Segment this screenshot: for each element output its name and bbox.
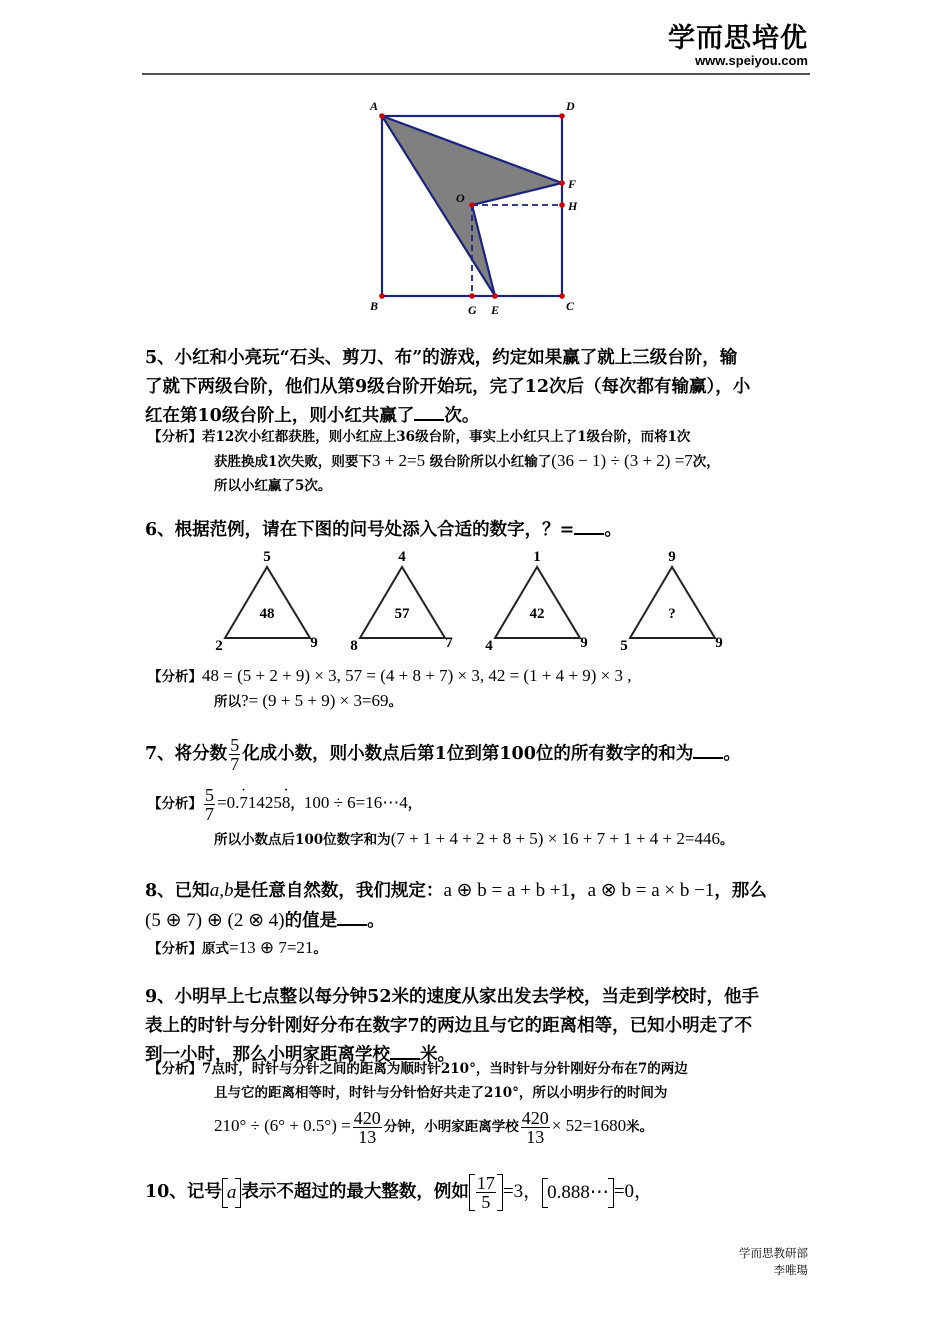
q7-analysis bbox=[148, 786, 808, 852]
q6-analysis-end: 。 bbox=[388, 694, 403, 710]
q5-analysis bbox=[148, 425, 808, 498]
q9-analysis-line-1: 7点时，时针与分针之间的距离为顺时针210°，当时针与分针刚好分布在7的两边 bbox=[202, 1061, 688, 1077]
q9-line-2: 表上的时针与分针刚好分布在数字7的两边且与它的距离相等，已知小明走了不 bbox=[145, 1016, 753, 1036]
fraction-denominator: 13 bbox=[358, 1127, 377, 1147]
triangle-top-number: 5 bbox=[263, 549, 271, 565]
q5-analysis-line-3: 所以小红赢了5次。 bbox=[214, 478, 332, 494]
answer-blank bbox=[574, 519, 604, 535]
q7-analysis-math: (7 + 1 + 4 + 2 + 8 + 5) × 16 + 7 + 1 + 4 + 2=446 bbox=[390, 829, 720, 848]
fraction-denominator: 7 bbox=[205, 804, 214, 824]
question-5 bbox=[145, 344, 810, 431]
label-a: A bbox=[370, 99, 379, 113]
point-g bbox=[469, 293, 475, 299]
triangle-center-number: 57 bbox=[394, 606, 410, 622]
floor-bracket bbox=[542, 1178, 614, 1208]
label-b: B bbox=[370, 299, 379, 313]
analysis-tag: 【分析】 bbox=[148, 669, 202, 685]
point-e bbox=[492, 293, 498, 299]
q9-analysis-math: 210° ÷ (6° + 0.5°) = bbox=[214, 1116, 351, 1135]
triangle-center-number: 42 bbox=[529, 606, 545, 622]
q5-analysis-math: 3 + 2=5 bbox=[371, 451, 426, 470]
floor-bracket bbox=[469, 1174, 503, 1211]
footer-author: 李唯瑒 bbox=[773, 1263, 808, 1277]
q7-analysis-math: 100 ÷ 6=16⋯4 bbox=[303, 793, 408, 812]
brand-header bbox=[668, 24, 808, 68]
q7-analysis-sep: ， bbox=[290, 796, 304, 812]
label-f: F bbox=[568, 177, 577, 191]
q7-text: 化成小数，则小数点后第1位到第100位的所有数字的和为 bbox=[242, 744, 694, 764]
triangle-right-number: 9 bbox=[715, 635, 723, 651]
q7-analysis-math: 1425 bbox=[247, 793, 282, 812]
analysis-tag: 【分析】 bbox=[148, 1061, 202, 1077]
fraction-denominator: 13 bbox=[526, 1127, 545, 1147]
fraction bbox=[229, 736, 240, 773]
q6-analysis-math: 48 = (5 + 2 + 9) × 3, 57 = (4 + 8 + 7) × 3, 42 = (1 + 4 + 9) × 3 , bbox=[202, 666, 632, 685]
label-h: H bbox=[568, 199, 578, 213]
triangle-left-number: 5 bbox=[620, 638, 628, 654]
triangle-right-number: 9 bbox=[580, 635, 588, 651]
fraction-numerator: 17 bbox=[476, 1173, 495, 1193]
q8-math: a ⊕ b = a + b +1 bbox=[443, 880, 571, 901]
q7-end: 。 bbox=[723, 744, 741, 764]
triangle-left-number: 2 bbox=[215, 638, 223, 654]
q8-math: a,b bbox=[209, 880, 234, 901]
analysis-tag: 【分析】 bbox=[148, 796, 202, 812]
point-d bbox=[559, 113, 565, 119]
q7-text: 7、将分数 bbox=[145, 744, 228, 764]
point-o bbox=[469, 202, 475, 208]
triangle-center-number: 48 bbox=[259, 606, 275, 622]
floor-bracket bbox=[222, 1178, 242, 1208]
q6-analysis-math: ?= (9 + 5 + 9) × 3=69 bbox=[241, 691, 389, 710]
fraction-denominator: 5 bbox=[481, 1192, 491, 1212]
q9-analysis-line-2: 且与它的距离相等时，时针与分针恰好共走了210°，所以小明步行的时间为 bbox=[214, 1085, 668, 1101]
q9-analysis-end: 米。 bbox=[626, 1119, 654, 1135]
triangle-left-number: 8 bbox=[350, 638, 358, 654]
point-h bbox=[559, 202, 565, 208]
q7-analysis-end: ， bbox=[407, 796, 422, 812]
q5-line-3-end: 次。 bbox=[444, 406, 480, 426]
analysis-tag: 【分析】 bbox=[148, 941, 202, 957]
label-d: D bbox=[566, 99, 575, 113]
q10-math: 0.888⋯ bbox=[547, 1181, 609, 1203]
q9-analysis bbox=[148, 1057, 808, 1146]
q8-text: 8、已知 bbox=[145, 881, 210, 901]
triangle bbox=[495, 567, 580, 638]
label-e: E bbox=[491, 303, 500, 317]
q5-analysis-text: 获胜换成1次失败，则要下 bbox=[214, 454, 372, 470]
q8-math: (5 ⊕ 7) ⊕ (2 ⊗ 4) bbox=[145, 910, 285, 931]
q8-text: 的值是 bbox=[284, 911, 338, 931]
q5-line-1: 5、小红和小亮玩“石头、剪刀、布”的游戏，约定如果赢了就上三级台阶，输 bbox=[145, 348, 738, 368]
fraction-numerator: 5 bbox=[230, 735, 240, 755]
q6-line-1-end: 。 bbox=[604, 520, 622, 540]
header-divider bbox=[142, 73, 810, 75]
q9-line-3: 到一小时，那么小明家距离学校 bbox=[145, 1045, 390, 1065]
q5-analysis-line-1: 若12次小红都获胜，则小红应上36级台阶，事实上小红只上了1级台阶，而将1次 bbox=[202, 429, 691, 445]
q8-analysis-text: 原式 bbox=[202, 941, 229, 957]
q10-math: =3， bbox=[502, 1181, 543, 1202]
triangle-top-number: 1 bbox=[533, 549, 541, 565]
point-c bbox=[559, 293, 565, 299]
repeating-digit-end: 8 · bbox=[282, 791, 291, 815]
question-10 bbox=[145, 1174, 810, 1211]
repeating-digit-start: 7 · bbox=[239, 791, 248, 815]
fraction-numerator: 420 bbox=[353, 1108, 381, 1128]
footer-dept: 学而思教研部 bbox=[739, 1246, 808, 1260]
label-g: G bbox=[468, 303, 477, 317]
point-b bbox=[379, 293, 385, 299]
q7-analysis-math: =0. bbox=[217, 793, 240, 812]
q10-text: 10、记号 bbox=[145, 1182, 222, 1202]
triangle-right-number: 7 bbox=[445, 635, 453, 651]
question-8 bbox=[145, 876, 810, 936]
triangle bbox=[630, 567, 715, 638]
q8-text: ，那么 bbox=[714, 881, 767, 901]
fraction-numerator: 5 bbox=[205, 785, 214, 805]
q10-math: a bbox=[226, 1181, 237, 1203]
q8-analysis-math: =13 ⊕ 7=21 bbox=[229, 938, 314, 957]
q8-text: 是任意自然数，我们规定： bbox=[233, 881, 444, 901]
q9-end: 米。 bbox=[420, 1045, 455, 1065]
q8-analysis-end: 。 bbox=[313, 941, 327, 957]
question-7 bbox=[145, 736, 810, 773]
q8-math: a ⊗ b = a × b −1 bbox=[587, 880, 715, 901]
q9-analysis-math: × 52=1680 bbox=[551, 1116, 627, 1135]
point-a bbox=[379, 113, 385, 119]
q8-text: ， bbox=[570, 881, 588, 901]
q5-line-2: 了就下两级台阶，他们从第9级台阶开始玩，完了12次后（每次都有输赢），小 bbox=[145, 377, 751, 397]
q7-analysis-end: 。 bbox=[719, 832, 734, 848]
triangle-center-number: ? bbox=[668, 606, 676, 622]
label-c: C bbox=[566, 299, 575, 313]
footer bbox=[739, 1245, 808, 1279]
triangle-top-number: 4 bbox=[398, 549, 406, 565]
point-f bbox=[559, 180, 565, 186]
q5-analysis-text: 级台阶所以小红输了 bbox=[429, 454, 552, 470]
triangle bbox=[225, 567, 310, 638]
answer-blank bbox=[693, 743, 723, 759]
q5-analysis-math: (36 − 1) ÷ (3 + 2) =7 bbox=[551, 451, 693, 470]
triangle-top-number: 9 bbox=[668, 549, 676, 565]
q5-line-3-text: 红在第10级台阶上，则小红共赢了 bbox=[145, 406, 415, 426]
triangle bbox=[360, 567, 445, 638]
analysis-tag: 【分析】 bbox=[148, 429, 202, 445]
triangle-right-number: 9 bbox=[310, 635, 318, 651]
brand-logo-text: 学而思培优 bbox=[668, 23, 808, 54]
q7-analysis-text: 所以小数点后100位数字和为 bbox=[214, 832, 391, 848]
fraction-denominator: 7 bbox=[230, 754, 240, 774]
q10-text: 表示不超过的最大整数，例如 bbox=[241, 1182, 469, 1202]
q8-analysis bbox=[148, 936, 808, 961]
fraction bbox=[204, 786, 215, 823]
label-o: O bbox=[456, 191, 465, 205]
answer-blank bbox=[337, 910, 367, 926]
q6-analysis-text: 所以 bbox=[214, 694, 241, 710]
fraction bbox=[476, 1174, 496, 1211]
triangle-left-number: 4 bbox=[485, 638, 493, 654]
q10-math: =0， bbox=[613, 1181, 654, 1202]
q6-analysis bbox=[148, 664, 808, 714]
geometry-figure-square bbox=[360, 95, 590, 320]
q8-end: 。 bbox=[367, 911, 385, 931]
question-6 bbox=[145, 516, 810, 545]
q6-line-1: 6、根据范例，请在下图的问号处添入合适的数字，？= bbox=[145, 520, 575, 540]
q9-line-1: 9、小明早上七点整以每分钟52米的速度从家出发去学校，当走到学校时，他手 bbox=[145, 987, 760, 1007]
fraction-numerator: 420 bbox=[521, 1108, 549, 1128]
answer-blank bbox=[414, 405, 444, 421]
triangle-puzzle-figure bbox=[200, 545, 740, 655]
fraction bbox=[353, 1109, 382, 1146]
q9-analysis-text: 分钟，小明家距离学校 bbox=[383, 1119, 519, 1135]
fraction bbox=[521, 1109, 550, 1146]
brand-url: www.speiyou.com bbox=[695, 53, 808, 68]
q5-analysis-text: 次， bbox=[692, 454, 720, 470]
